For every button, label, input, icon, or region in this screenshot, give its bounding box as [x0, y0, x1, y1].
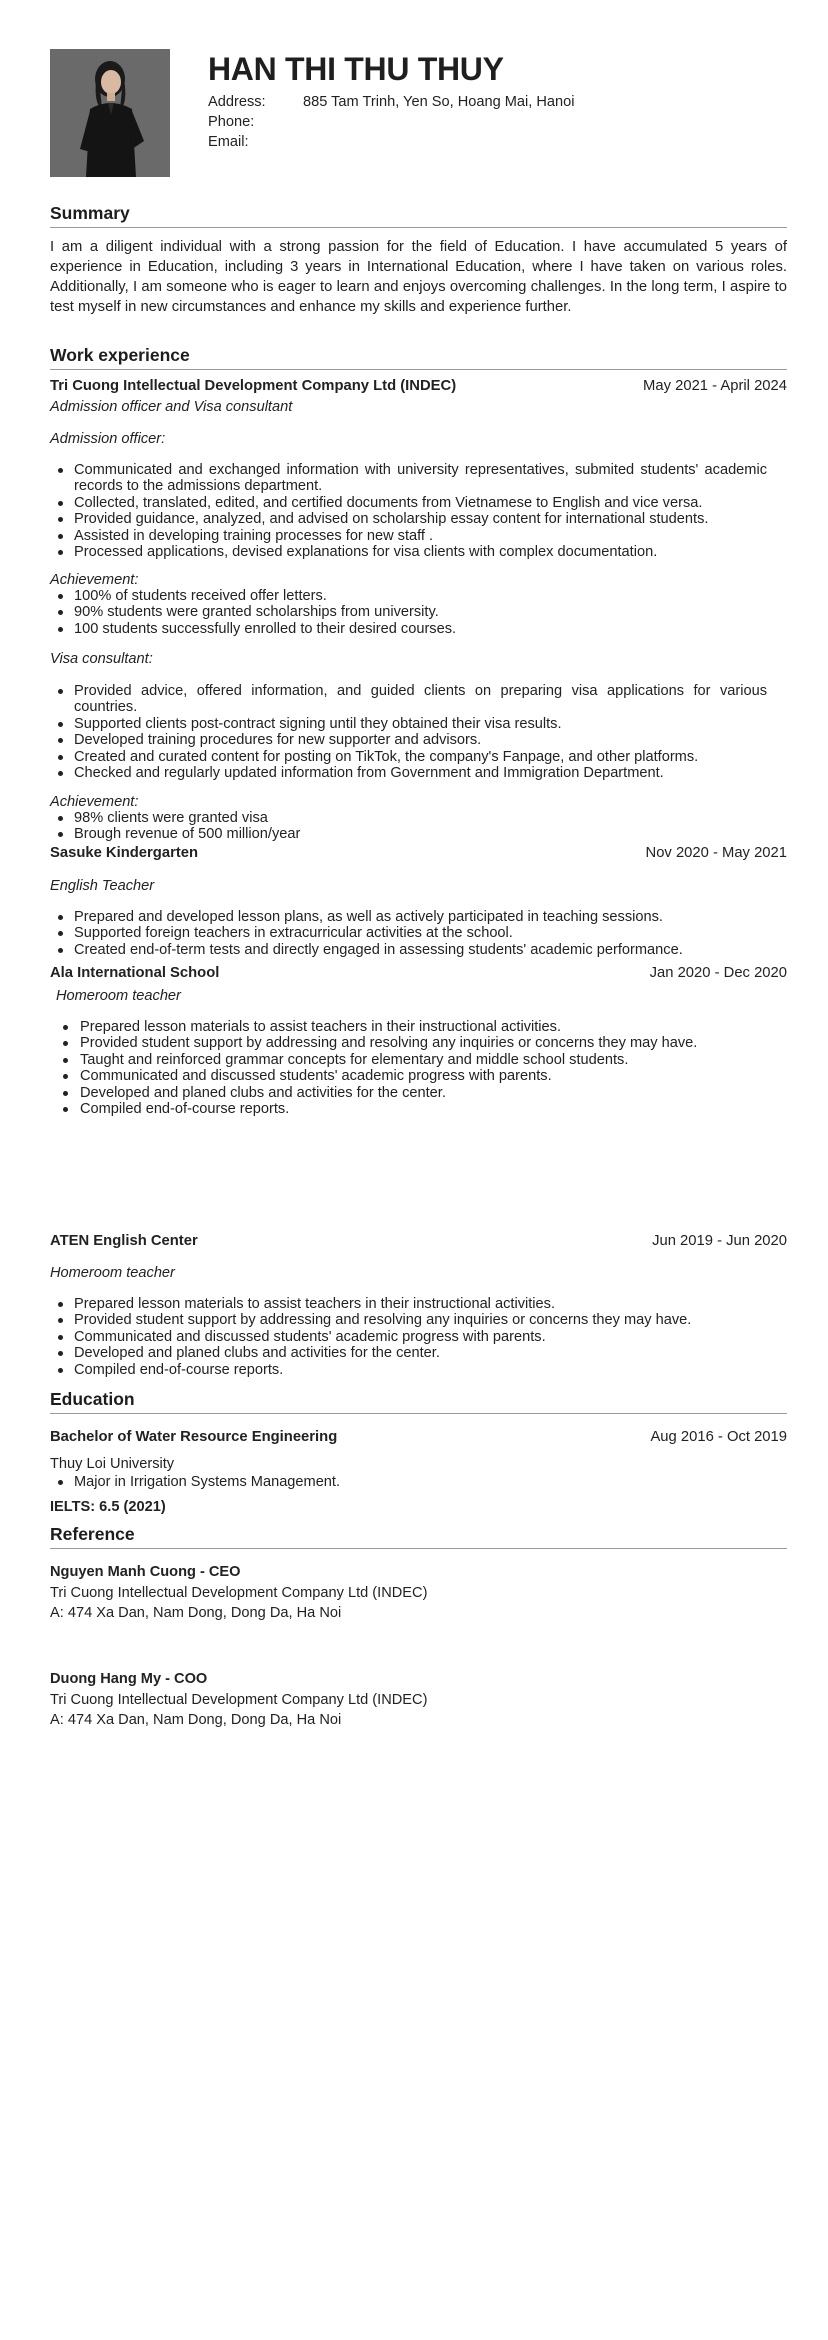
list-item: Supported foreign teachers in extracurricular activities at the school. [50, 925, 787, 941]
job-dates: Nov 2020 - May 2021 [645, 845, 787, 861]
list-item: Compiled end-of-course reports. [50, 1362, 787, 1378]
job-dates: Jun 2019 - Jun 2020 [652, 1233, 787, 1249]
list-item: Communicated and exchanged information with university representatives, submited students' academic records to the admissions department. [50, 462, 767, 495]
job-header-indec [50, 378, 787, 395]
job-org: Ala International School [50, 965, 220, 981]
list-item: Brough revenue of 500 million/year [50, 826, 787, 842]
list-item: Provided advice, offered information, and guided clients on preparing visa applications for various countries. [50, 683, 767, 716]
phone-label: Phone: [208, 114, 255, 130]
list-item: 100 students successfully enrolled to their desired courses. [50, 621, 787, 637]
job-org: Tri Cuong Intellectual Development Company Ltd (INDEC) [50, 378, 457, 394]
job-dates: Jan 2020 - Dec 2020 [649, 965, 787, 981]
list-item: Communicated and discussed students' academic progress with parents. [50, 1329, 787, 1345]
school-name: Thuy Loi University [50, 1456, 175, 1472]
address-label: Address: [208, 94, 266, 110]
education-header [50, 1429, 787, 1446]
job-org: Sasuke Kindergarten [50, 845, 199, 861]
ielts-score: IELTS: 6.5 (2021) [50, 1499, 166, 1515]
job-role: Homeroom teacher [50, 1265, 175, 1281]
list-item: Taught and reinforced grammar concepts for elementary and middle school students. [50, 1052, 787, 1068]
list-item: Created and curated content for posting on TikTok, the company's Fanpage, and other platforms. [50, 749, 767, 765]
subrole-title: Admission officer: [50, 431, 166, 447]
job-header-ala [50, 965, 787, 982]
list-item: Provided guidance, analyzed, and advised on scholarship essay content for international students. [50, 511, 767, 527]
job-role: Homeroom teacher [56, 988, 181, 1004]
list-item: Developed training procedures for new supporter and advisors. [50, 732, 767, 748]
list-item: Prepared lesson materials to assist teachers in their instructional activities. [50, 1019, 787, 1035]
email-label: Email: [208, 134, 249, 150]
work-experience-heading: Work experience [50, 346, 787, 370]
job-header-aten [50, 1233, 787, 1250]
list-item: Developed and planed clubs and activities for the center. [50, 1085, 787, 1101]
reference-heading: Reference [50, 1525, 787, 1549]
job-role: Admission officer and Visa consultant [50, 399, 293, 415]
subrole-title: Visa consultant: [50, 651, 153, 667]
address-row [208, 94, 575, 114]
reference-address: A: 474 Xa Dan, Nam Dong, Dong Da, Ha Noi [50, 1605, 342, 1621]
achievement-title: Achievement: [50, 794, 139, 810]
aten-duties-list [50, 1296, 787, 1378]
list-item: Communicated and discussed students' academic progress with parents. [50, 1068, 787, 1084]
admission-duties-list [50, 462, 767, 561]
achievement-title: Achievement: [50, 572, 139, 588]
job-header-sasuke [50, 845, 787, 862]
list-item: Assisted in developing training processes for new staff . [50, 528, 767, 544]
job-org: ATEN English Center [50, 1233, 198, 1249]
admission-achievements-list [50, 588, 787, 637]
education-dates: Aug 2016 - Oct 2019 [650, 1429, 787, 1445]
list-item: 90% students were granted scholarships from university. [50, 604, 787, 620]
list-item: Prepared and developed lesson plans, as well as actively participated in teaching sessions. [50, 909, 787, 925]
ala-duties-list [50, 1019, 787, 1118]
list-item: Created end-of-term tests and directly engaged in assessing students' academic performance. [50, 942, 787, 958]
reference-name: Duong Hang My - COO [50, 1671, 208, 1687]
sasuke-duties-list [50, 909, 787, 958]
contact-info [208, 94, 575, 154]
list-item: Supported clients post-contract signing until they obtained their visa results. [50, 716, 767, 732]
reference-company: Tri Cuong Intellectual Development Company Ltd (INDEC) [50, 1692, 428, 1708]
summary-text: I am a diligent individual with a strong passion for the field of Education. I have accumulated 5 years of experience in Education, including 3 years in International Education, where I have taken on various roles. Additionally, I am someone who is eager to learn and enjoys overcoming challenges. In the long term, I aspire to test myself in new circumstances and enhance my skills and experience further. [50, 239, 787, 316]
list-item: Provided student support by addressing and resolving any inquiries or concerns they may have. [50, 1035, 787, 1051]
visa-achievements-list [50, 810, 787, 843]
list-item: Developed and planed clubs and activities for the center. [50, 1345, 787, 1361]
list-item: Provided student support by addressing and resolving any inquiries or concerns they may have. [50, 1312, 787, 1328]
candidate-name: HAN THI THU THUY [208, 51, 504, 87]
summary-heading: Summary [50, 204, 787, 228]
person-silhouette-icon [50, 49, 170, 177]
list-item: Checked and regularly updated information from Government and Immigration Department. [50, 765, 767, 781]
job-dates: May 2021 - April 2024 [643, 378, 787, 394]
list-item: Collected, translated, edited, and certified documents from Vietnamese to English and vice versa. [50, 495, 767, 511]
phone-row [208, 114, 575, 134]
education-details-list [50, 1474, 787, 1490]
profile-photo [50, 49, 170, 177]
address-value: 885 Tam Trinh, Yen So, Hoang Mai, Hanoi [303, 94, 575, 110]
list-item: Major in Irrigation Systems Management. [50, 1474, 787, 1490]
job-role: English Teacher [50, 878, 155, 894]
education-heading: Education [50, 1390, 787, 1414]
list-item: 98% clients were granted visa [50, 810, 787, 826]
list-item: Processed applications, devised explanations for visa clients with complex documentation. [50, 544, 767, 560]
reference-name: Nguyen Manh Cuong - CEO [50, 1564, 241, 1580]
reference-company: Tri Cuong Intellectual Development Company Ltd (INDEC) [50, 1585, 428, 1601]
list-item: 100% of students received offer letters. [50, 588, 787, 604]
reference-address: A: 474 Xa Dan, Nam Dong, Dong Da, Ha Noi [50, 1712, 342, 1728]
degree-name: Bachelor of Water Resource Engineering [50, 1429, 338, 1445]
email-row [208, 134, 575, 154]
visa-duties-list [50, 683, 767, 782]
list-item: Prepared lesson materials to assist teachers in their instructional activities. [50, 1296, 787, 1312]
list-item: Compiled end-of-course reports. [50, 1101, 787, 1117]
